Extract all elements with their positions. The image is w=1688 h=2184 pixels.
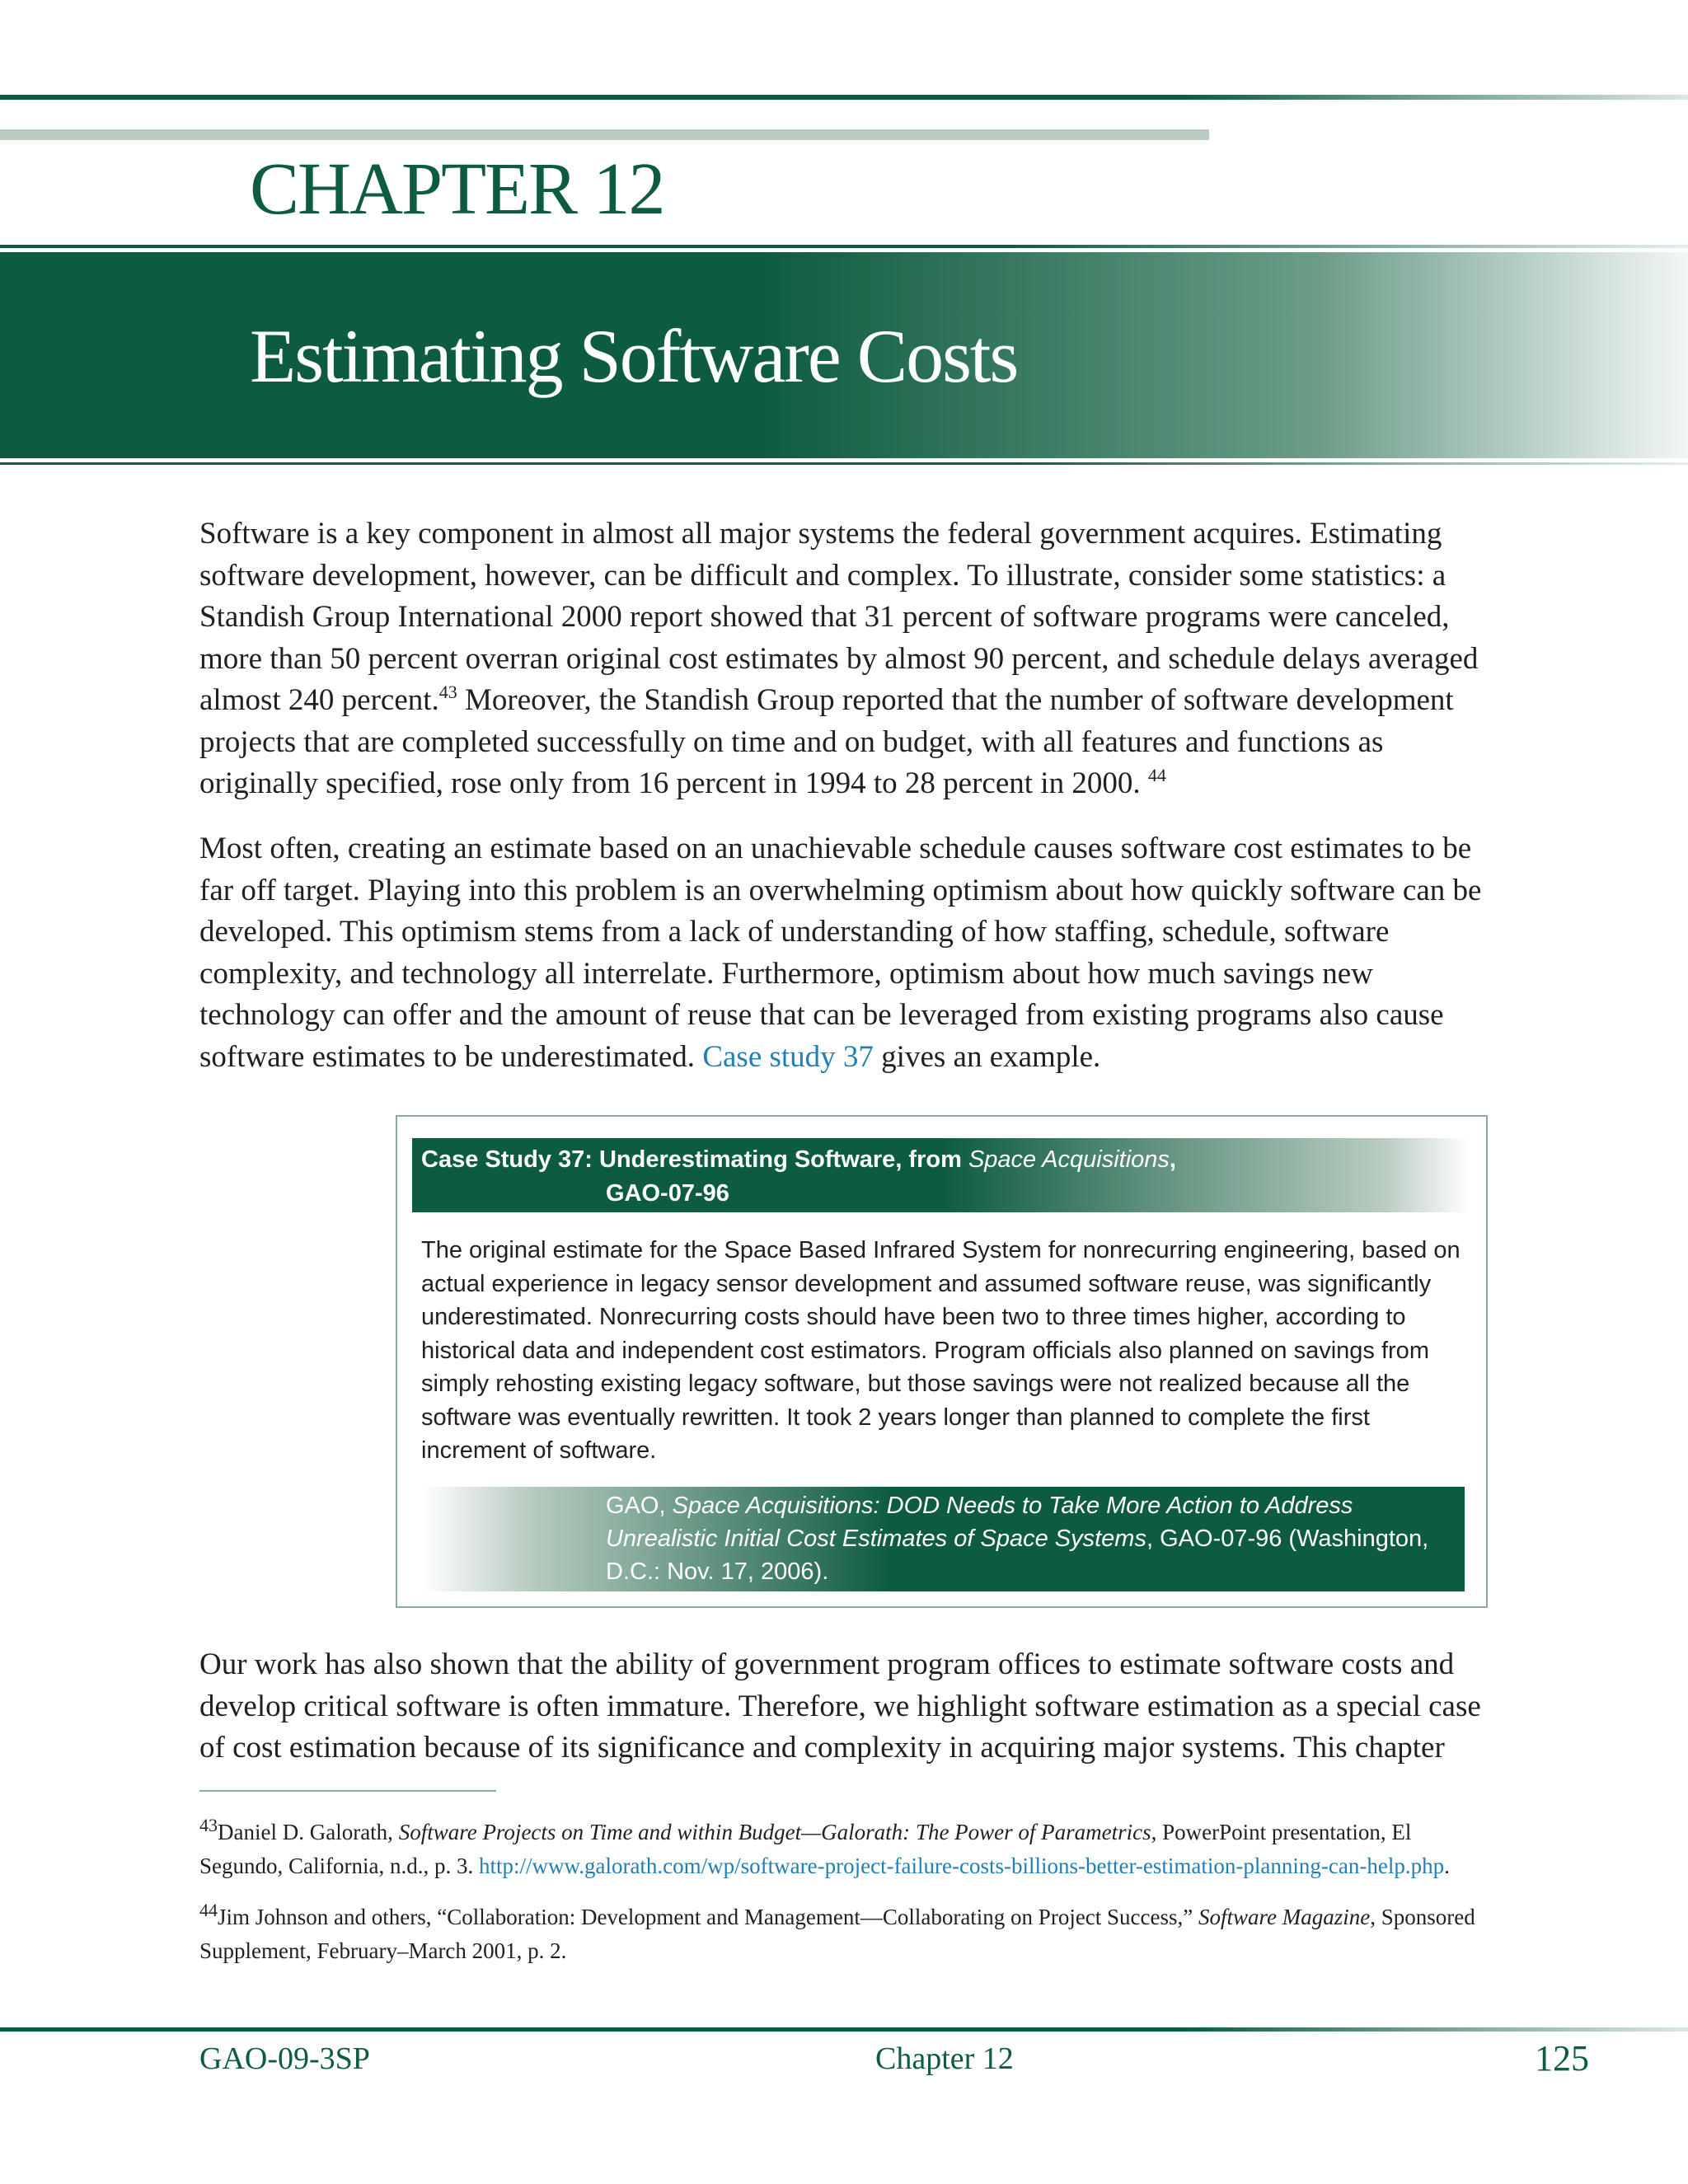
chapter-label: CHAPTER 12	[250, 148, 664, 230]
case-study-title	[421, 1143, 1176, 1176]
source-prefix: GAO,	[606, 1493, 673, 1519]
footnote-text: , PowerPoint presentation, El Segundo, California, n.d., p. 3.	[199, 1820, 1412, 1878]
chapter-title: Estimating Software Costs	[250, 314, 1018, 398]
footer-document-id: GAO-09-3SP	[199, 2041, 370, 2076]
body-paragraph-3: Our work has also shown that the ability of government program offices to estimate software costs and develop critical software is often immature. Therefore, we highlight software estimation as a special case of cost estimation because of its significance and complexity in acquiring major systems. This chapter	[199, 1647, 1481, 1765]
case-study-title-italic: Space Acquisitions	[968, 1146, 1170, 1173]
header-rule	[0, 95, 1688, 100]
footnote-italic: Software Projects on Time and within Budget—Galorath: The Power of Parametrics	[398, 1820, 1151, 1844]
banner-bottom-rule	[0, 462, 1688, 465]
paragraph-text: gives an example.	[873, 1039, 1101, 1074]
footnote-url-link[interactable]: http://www.galorath.com/wp/software-project-failure-costs-billions-better-estimation-planning-can-help.php	[478, 1854, 1445, 1878]
case-study-link[interactable]: Case study 37	[702, 1039, 874, 1074]
case-study-body: The original estimate for the Space Based Infrared System for nonrecurring engineering, based on actual experience in legacy sensor development and assumed software reuse, was significantly underestimated. Nonrecurring costs should have been two to three times higher, according to historical data and independent cost estimators. Program officials also planned on savings from simply rehosting existing legacy software, but those savings were not realized because all the software was eventually rewritten. It took 2 years longer than planned to complete the first increment of software.	[421, 1237, 1461, 1464]
header-accent-bar	[0, 129, 1209, 140]
footnote-text: Jim Johnson and others, “Collaboration: Development and Management—Collaborating on Project Success,”	[218, 1905, 1199, 1929]
source-title: Space Acquisitions: DOD Needs to Take More Action to Address Unrealistic Initial Cost Estimates of Space Systems	[606, 1493, 1353, 1552]
footnote-ref-43[interactable]: 43	[438, 682, 457, 702]
source-suffix: , GAO-07-96 (Washington, D.C.: Nov. 17, 2006).	[606, 1526, 1429, 1585]
body-paragraph-2	[199, 828, 1485, 1078]
footer-rule	[0, 2027, 1688, 2032]
case-study-source	[606, 1489, 1463, 1588]
paragraph-text: Software is a key component in almost all major systems the federal government acquires. Estimating software development, however, can be difficult and complex. To illustrate, consider some statistics: a Standish Group International 2000 report showed that 31 percent of software programs were canceled, more than 50 percent overran original cost estimates by almost 90 percent, and schedule delays averaged almost 240 percent.	[199, 517, 1479, 717]
footnote-number: 43	[199, 1815, 218, 1835]
case-study-title-comma: ,	[1169, 1146, 1176, 1173]
case-study-report-number: GAO-07-96	[606, 1180, 729, 1207]
banner-top-rule	[0, 245, 1688, 248]
footnote-44	[199, 1900, 1493, 1968]
footnote-ref-44[interactable]: 44	[1147, 765, 1166, 785]
footnote-italic: Software Magazine	[1198, 1905, 1371, 1929]
footnote-text: , Sponsored Supplement, February–March 2001, p. 2.	[199, 1905, 1475, 1963]
body-paragraph-1	[199, 513, 1485, 805]
footnote-43	[199, 1816, 1493, 1883]
page-number: 125	[1535, 2038, 1589, 2079]
footnote-text: Daniel D. Galorath,	[218, 1820, 399, 1844]
footer-chapter: Chapter 12	[875, 2041, 1014, 2076]
footnote-text: .	[1444, 1854, 1450, 1878]
paragraph-text: Moreover, the Standish Group reported that the number of software development projects that are completed successfully on time and on budget, with all features and functions as originally specified, rose only from 16 percent in 1994 to 28 percent in 2000.	[199, 683, 1454, 800]
case-study-title-bold: Case Study 37: Underestimating Software, from	[421, 1146, 968, 1173]
footnote-separator	[199, 1790, 496, 1792]
footnote-number: 44	[199, 1900, 218, 1920]
paragraph-text: Most often, creating an estimate based on an unachievable schedule causes software cost estimates to be far off target. Playing into this problem is an overwhelming optimism about how quickly software can be developed. This optimism stems from a lack of understanding of how staffing, schedule, software complexity, and technology all interrelate. Furthermore, optimism about how much savings new technology can offer and the amount of reuse that can be leveraged from existing programs also cause software estimates to be underestimated.	[199, 832, 1482, 1074]
